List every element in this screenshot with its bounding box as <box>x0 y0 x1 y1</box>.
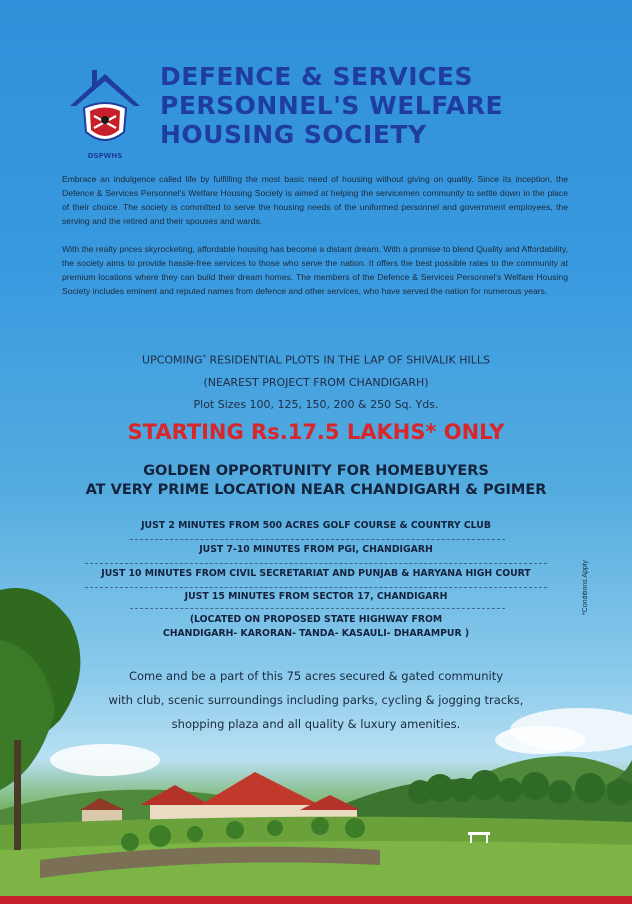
intro-paragraph-2: With the realty prices skyrocketing, affordable housing has become a distant dream. With a promise to blend Quality and Affordability, the society aims to provide hassle-free services to those who serve the nation. It offers the best possible rates to the community at premium locations where they can build their dream homes. The members of the Defence & Services Personnel's Welfare Housing Society includes eminent and reputed names from defence and other services, who have served the nation for numerous years. <box>62 244 568 296</box>
highlight-2: JUST 7-10 MINUTES FROM PGI, CHANDIGARH <box>199 544 433 555</box>
title-line-3: HOUSING SOCIETY <box>160 120 427 149</box>
community-line-3: shopping plaza and all quality & luxury amenities. <box>171 717 461 731</box>
starting-price: STARTING Rs.17.5 LAKHS* ONLY <box>127 420 505 444</box>
divider <box>130 608 505 609</box>
highlight-3: JUST 10 MINUTES FROM CIVIL SECRETARIAT AND PUNJAB & HARYANA HIGH COURT <box>101 568 531 579</box>
logo-abbr: DSPWHS <box>87 152 123 160</box>
community-line-1: Come and be a part of this 75 acres secured & gated community <box>128 669 504 683</box>
offer-line-1-sup: * <box>202 353 207 361</box>
highlight-1: JUST 2 MINUTES FROM 500 ACRES GOLF COURSE & COUNTRY CLUB <box>141 520 491 531</box>
offer-line-1b: RESIDENTIAL PLOTS IN THE LAP OF SHIVALIK HILLS <box>206 353 490 367</box>
conditions-apply: *Conditions Apply <box>582 560 589 615</box>
title-line-2: PERSONNEL'S WELFARE <box>160 91 504 120</box>
offer-line-1a: UPCOMING <box>142 353 203 367</box>
page-title <box>160 62 560 149</box>
offer-line-1 <box>0 346 632 372</box>
location-line-2: CHANDIGARH- KARORAN- TANDA- KASAULI- DHARAMPUR ) <box>162 628 470 639</box>
title-line-1: DEFENCE & SERVICES <box>160 62 473 91</box>
offer-line-2: (NEAREST PROJECT FROM CHANDIGARH) <box>203 375 429 389</box>
divider <box>85 563 547 564</box>
golden-line-1: GOLDEN OPPORTUNITY FOR HOMEBUYERS <box>143 463 489 479</box>
society-logo <box>64 62 146 162</box>
golden-line-2: AT VERY PRIME LOCATION NEAR CHANDIGARH & PGIMER <box>85 482 547 498</box>
offer-block <box>0 346 632 416</box>
highlight-4: JUST 15 MINUTES FROM SECTOR 17, CHANDIGARH <box>184 591 448 602</box>
bottom-red-bar <box>0 896 632 904</box>
divider <box>85 587 547 588</box>
location-line-1: (LOCATED ON PROPOSED STATE HIGHWAY FROM <box>189 614 443 625</box>
divider <box>130 539 505 540</box>
offer-line-3: Plot Sizes 100, 125, 150, 200 & 250 Sq. Yds. <box>193 397 439 411</box>
golden-opportunity <box>0 462 632 500</box>
community-line-2: with club, scenic surroundings including parks, cycling & jogging tracks, <box>108 693 524 707</box>
community-text <box>0 664 632 736</box>
location-note <box>0 613 632 641</box>
intro-paragraph-1: Embrace an indulgence called life by fulfilling the most basic need of housing without giving on quality. Since its inception, the Defence & Services Personnel's Welfare Housing Society is aimed at helping the servicemen community to settle down in the place of their choice. The society is committed to serve the housing needs of the uniformed personnel and government employees, the serving and the retired and their spouses and wards. <box>62 174 568 226</box>
